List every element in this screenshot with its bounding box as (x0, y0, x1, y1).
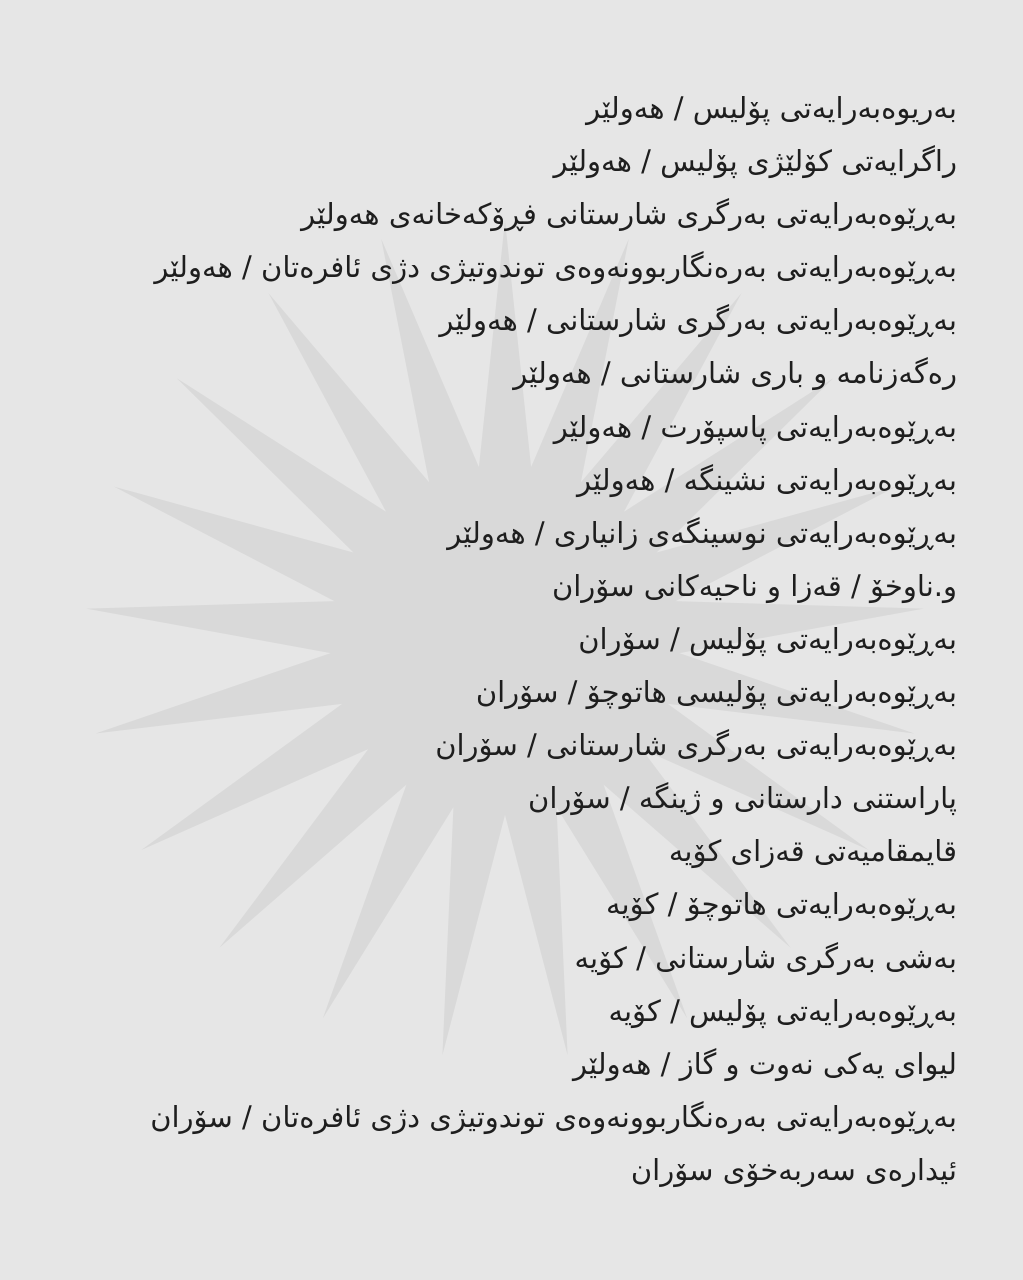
list-item: رەگەزنامە و باری شارستانی / هەولێر (513, 356, 957, 391)
list-item: بەڕێوەبەرایەتی نوسینگەی زانیاری / هەولێر (447, 515, 957, 550)
list-item: بەڕێوەبەرایەتی بەرەنگاربوونەوەی توندوتیژی دژی ئافرەتان / هەولێر (154, 250, 957, 285)
list-item: قایمقامیەتی قەزای کۆیە (668, 834, 957, 869)
list-item: راگرایەتی کۆلێژی پۆلیس / هەولێر (553, 144, 957, 179)
list-item: لیوای یەکی نەوت و گاز / هەولێر (572, 1046, 957, 1081)
list-item: بەشی بەرگری شارستانی / کۆیە (574, 940, 957, 975)
list-item: بەڕێوەبەرایەتی بەرەنگاربوونەوەی توندوتیژی دژی ئافرەتان / سۆران (150, 1099, 957, 1134)
list-item: بەڕێوەبەرایەتی پۆلیس / کۆیە (608, 993, 957, 1028)
list-item: بەڕێوەبەرایەتی بەرگری شارستانی / هەولێر (439, 303, 957, 338)
list-item: بەڕێوەبەرایەتی پاسپۆرت / هەولێر (553, 409, 957, 444)
list-item: پاراستنی دارستانی و ژینگە / سۆران (528, 781, 957, 816)
list-item: بەڕێوەبەرایەتی پۆلیسی هاتوچۆ / سۆران (475, 675, 957, 710)
list-item: و.ناوخۆ / قەزا و ناحیەکانی سۆران (551, 568, 957, 603)
list-item: بەڕێوەبەرایەتی پۆلیس / سۆران (578, 621, 957, 656)
list-item: بەریوەبەرایەتی پۆلیس / هەولێر (586, 91, 957, 125)
list-item: بەڕێوەبەرایەتی بەرگری شارستانی فڕۆکەخانەی هەولێر (301, 197, 957, 232)
list-item: بەڕێوەبەرایەتی بەرگری شارستانی / سۆران (435, 728, 957, 763)
list-item: بەڕێوەبەرایەتی نشینگە / هەولێر (577, 462, 957, 497)
list-item: بەڕێوەبەرایەتی هاتوچۆ / کۆیە (605, 887, 957, 922)
list-item: ئیدارەی سەربەخۆی سۆران (630, 1152, 957, 1187)
institution-list (27, 82, 957, 1197)
